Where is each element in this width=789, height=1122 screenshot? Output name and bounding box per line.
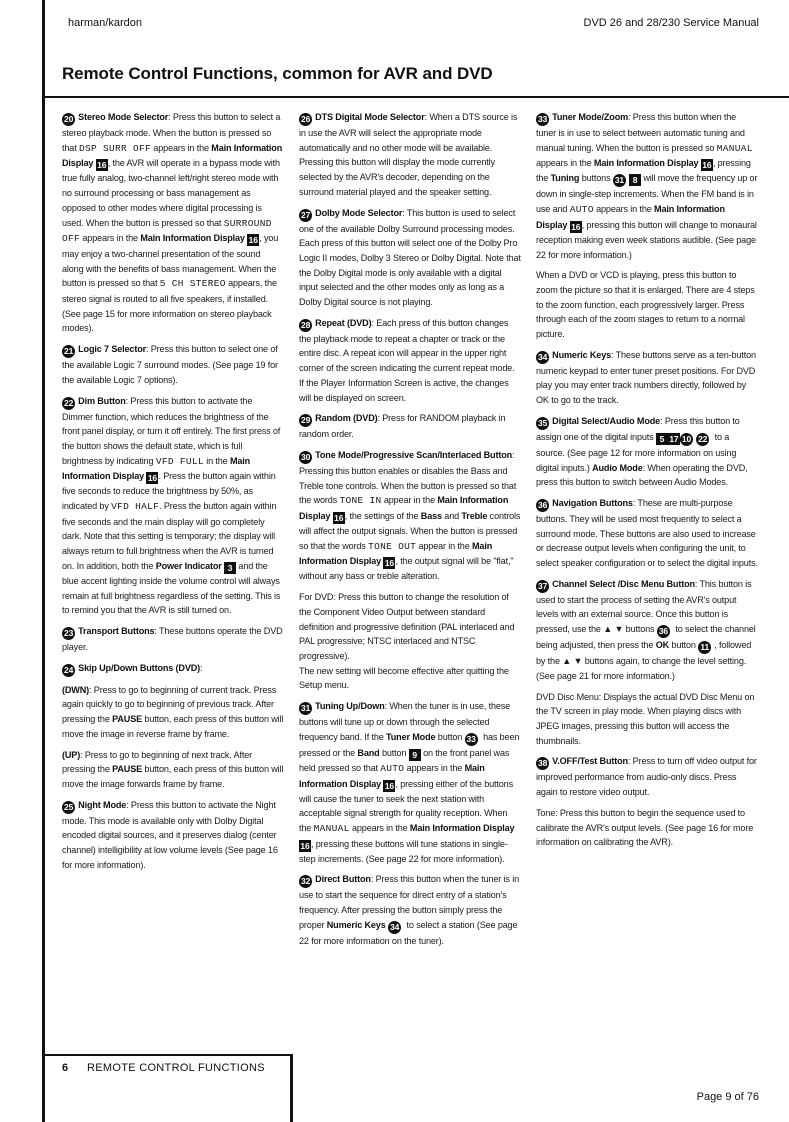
item-24-dwn: (DWN): Press to go to beginning of current track. Press again quickly to go to beginning of previous track. After pressing the PAUSE button, each press of this button will move the image in reverse frame by frame.: [62, 684, 284, 739]
item-38-tone: Tone: Press this button to begin the sequence used to calibrate the AVR's output levels. (See page 16 for more information on calibrating the AVR).: [536, 807, 754, 848]
column-3: [536, 110, 758, 856]
item-33: 33 Tuner Mode/Zoom: Press this button when the tuner is in use to select between automatic tuning and manual tuning. When the button is pressed so MANUAL appears in the Main Information Display 16, pressing the Tuning buttons 31 8 will move the frequency up or down in single-step increments. When the FM band is in use and AUTO appears in the Main Information Display 16, pressing this button will change to monaural reception making even week stations audible. (See page 22 for more information.): [536, 112, 758, 260]
item-38: 38 V.OFF/Test Button: Press to turn off video output for improved performance from audio-only discs. Press again to restore video output.: [536, 756, 757, 798]
column-1: [62, 110, 284, 878]
item-31: 31 Tuning Up/Down: When the tuner is in use, these buttons will tune up or down through the selected frequency band. If the Tuner Mode button 33 has been pressed or the Band button 9 on the front panel was held pressed so that AUTO appears in the Main Information Display 16, pressing either of the buttons will cause the tuner to seek the next station with acceptable signal strength for quality reception. When the MANUAL appears in the Main Information Display 16, pressing these buttons will tune stations in single-step increments. (See page 22 for more information).: [299, 701, 520, 864]
footer-section-title: REMOTE CONTROL FUNCTIONS: [87, 1062, 265, 1074]
item-25: 25 Night Mode: Press this button to activate the Night mode. This mode is available only with Dolby Digital encoded digital sources, and it preserves dialog (center channel) intelligibility at low volume levels (See page 16 for more information).: [62, 799, 278, 870]
page-title: Remote Control Functions, common for AVR and DVD: [62, 64, 493, 83]
page-of-indicator: Page 9 of 76: [696, 1091, 759, 1103]
item-37-dvd: DVD Disc Menu: Displays the actual DVD Disc Menu on the TV screen in play mode. When playing discs with JPEG images, pressing this button will access the thumbnails.: [536, 691, 755, 746]
item-22: 22 Dim Button: Press this button to activate the Dimmer function, which reduces the brightness of the front panel display, or turn it off entirely. The first press of the button shows the default state, which is full brightness by indicating VFD FULL in the Main Information Display 16. Press the button again within five seconds to reduce the brightness by 50%, as indicated by VFD HALF. Press the button again within five seconds and the main display will go completely dark. Note that this setting is temporary; the display will always return to full brightness when the AVR is turned on. In addition, both the Power Indicator 3 and the blue accent lighting inside the volume control will always remain at full brightness regardless of the setting. This is to remind you that the AVR is still turned on.: [62, 395, 281, 616]
item-36: 36 Navigation Buttons: These are multi-purpose buttons. They will be used most frequently to select a surround mode. These buttons are also used to increase or decrease output levels when configuring the unit, to select speaker configuration or to select the digital inputs.: [536, 497, 758, 569]
item-35: 35 Digital Select/Audio Mode: Press this button to assign one of the digital inputs 5 17 10 22 to a source. (See page 12 for more information on using digital inputs.) Audio Mode: When operating the DVD, press this button to switch between Audio Modes.: [536, 415, 748, 488]
item-33-dvd: When a DVD or VCD is playing, press this button to zoom the picture so that it is enlarged. There are 4 steps to the zoom function, each progressively larger. Press through each of the zoom stages to return to a normal picture.: [536, 270, 755, 340]
item-24-up: (UP): Press to go to beginning of next track. After pressing the PAUSE button, each press of this button will move the image forwards frame by frame.: [62, 749, 284, 789]
footer-vertical-rule: [290, 1054, 293, 1122]
left-vertical-rule: [42, 0, 45, 1122]
item-20: 20 Stereo Mode Selector: Press this button to select a stereo playback mode. When the button is pressed so that DSP SURR OFF appears in the Main Information Display 16, the AVR will operate in a bypass mode with true fully analog, two-channel left/right stereo mode with no surround processing or bass management as opposed to other modes where digital processing is used. When the button is pressed so that SURROUND OFF appears in the Main Information Display 16, you may enjoy a two-channel presentation of the sound along with the benefits of bass management. When the button is pressed so that 5 CH STEREO appears, the stereo signal is routed to all five speakers, if installed.(See page 15 for more information on stereo playback modes).: [62, 112, 283, 334]
item-24: 24 Skip Up/Down Buttons (DVD):: [64, 662, 203, 675]
header-manual-title: DVD 26 and 28/230 Service Manual: [583, 17, 759, 29]
footer-page-number: 6: [62, 1062, 69, 1074]
item-37: 37 Channel Select /Disc Menu Button: This button is used to start the process of setting the AVR's output levels with an external source. Once this button is pressed, use the ▲ ▼ buttons 36 to select the channel being adjusted, then press the OK button 11 , followed by the ▲ ▼ buttons again, to change the level setting. (See page 21 for more information.): [536, 578, 756, 681]
title-rule: [42, 96, 789, 98]
header-brand: harman/kardon: [68, 17, 142, 29]
item-23: 23 Transport Buttons: These buttons operate the DVD player.: [62, 625, 283, 652]
item-30: 30 Tone Mode/Progressive Scan/Interlaced Button: Pressing this button enables or disables the Bass and Treble tone controls. When the button is pressed so that the words TONE IN appear in the Main Information Display 16, the settings of the Bass and Treble controls will affect the output signals. When the button is pressed so that the words TONE OUT appear in the Main Information Display 16, the output signal will be "flat," without any bass or treble alteration.: [299, 449, 521, 582]
item-26: 26 DTS Digital Mode Selector: When a DTS source is in use the AVR will select the appropriate mode automatically and no other mode will be available. Pressing this button will display the mode currently selected by the AVR's decoder, depending on the surround material played and the speaker setting.: [299, 112, 518, 197]
item-32: 32 Direct Button: Press this button when the tuner is in use to start the sequence for direct entry of a station's frequency. After pressing the button simply press the proper Numeric Keys 34 to select a station (See page 22 for more information on the tuner).: [299, 874, 519, 946]
column-2: [299, 110, 521, 954]
item-34: 34 Numeric Keys: These buttons serve as a ten-button numeric keypad to enter tuner preset positions. For DVD play you may enter track numbers directly, followed by OK to go to the track.: [536, 349, 756, 406]
item-27: 27 Dolby Mode Selector: This button is used to select one of the available Dolby Surround processing modes. Each press of this button will select one of the Dolby Pro Logic II modes, Dolby 3 Stereo or Dolby Digital. Note that the Dolby Digital mode is only available with a digital input selected and the other modes only as long as a Dolby Digital source is not playing.: [299, 207, 521, 308]
item-21: 21 Logic 7 Selector: Press this button to select one of the available Logic 7 surround modes. (See page 19 for the available Logic 7 options).: [62, 344, 278, 385]
item-30-dvd: For DVD: Press this button to change the resolution of the Component Video Output between standard definition and progressive definition (PAL interlaced and PAL progressive; NTSC interlaced and NTSC progressive). The new setting will become effective after quitting the Setup menu.: [299, 592, 515, 691]
footer-rule: [42, 1054, 292, 1056]
item-29: 29 Random (DVD): Press for RANDOM playback in random order.: [299, 413, 506, 440]
item-28: 28 Repeat (DVD): Each press of this button changes the playback mode to repeat a chapter or track or the entire disc. A repeat icon will appear in the upper right corner of the screen indicating the current repeat mode. If the Player Information Screen is active, the changes will be displayed on screen.: [299, 317, 515, 403]
